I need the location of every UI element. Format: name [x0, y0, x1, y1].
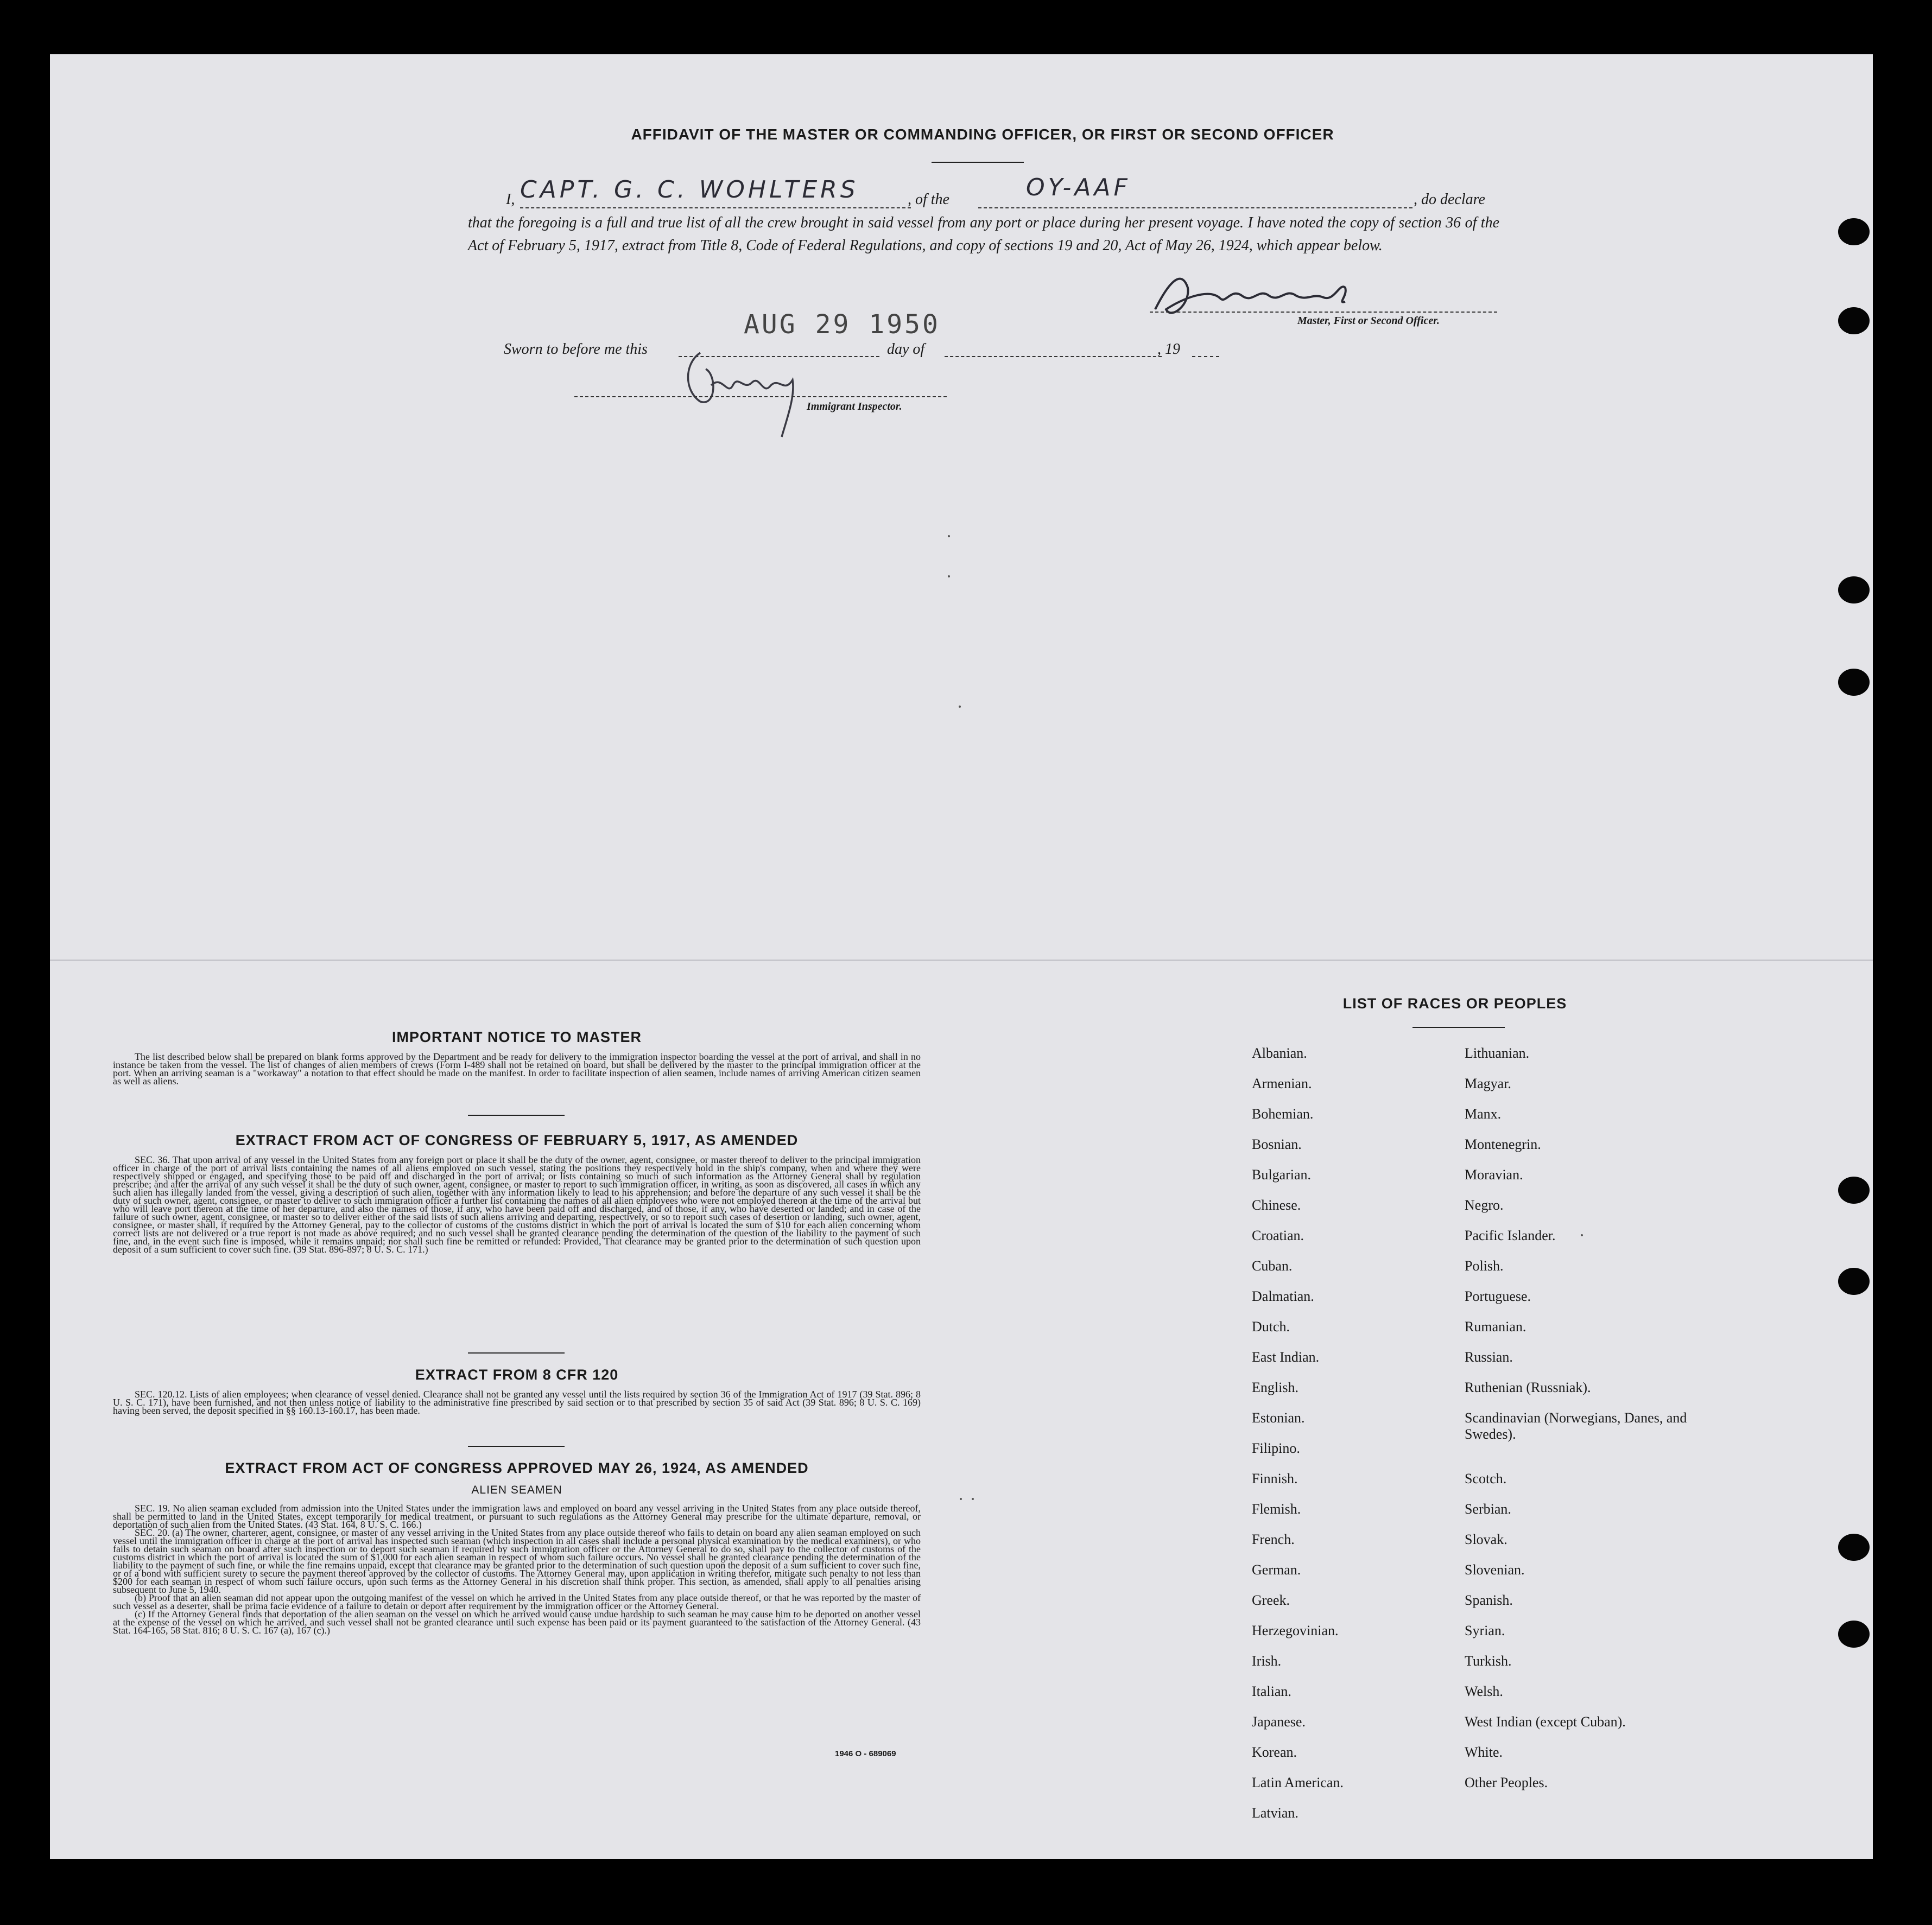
race-item: Dutch.	[1252, 1319, 1290, 1335]
stray-mark	[960, 1498, 962, 1500]
extract-1924-body	[113, 1504, 921, 1635]
extract-1917-title: EXTRACT FROM ACT OF CONGRESS OF FEBRUARY 5, 1917, AS AMENDED	[235, 1132, 799, 1148]
race-item: Irish.	[1252, 1653, 1282, 1669]
title-rule	[932, 162, 1024, 163]
race-item: Japanese.	[1252, 1714, 1306, 1730]
race-item: Flemish.	[1252, 1501, 1301, 1517]
sworn-label: Sworn to before me this	[504, 341, 648, 358]
race-item: Chinese.	[1252, 1197, 1301, 1213]
sec-20a-text: SEC. 20. (a) The owner, charterer, agent, consignee, or master of any vessel arriving in the United States from any place outside thereof who fails to detain on board any alien seaman employed on such vessel until the immigration officer in charge at the port of arrival has inspected such seaman (which inspection in all cases shall include a personal physical examination by the medical examiners), or who fails to detain such seaman on board after such inspection or to deport such seaman if required by such immigration officer or the Attorney General to do so, shall pay to the collector of customs of the customs district in which the port of arrival is located the sum of $1,000 for each alien seaman in respect of whom such failure occurs. No vessel shall be granted clearance pending the determination of the liability to the payment of such fine, or while the fine remains unpaid, except that clearance may be granted prior to the determination of such question upon the deposit of a sum sufficient to cover such fine, or of a bond with sufficient surety to secure the payment thereof approved by the collector of customs. The Attorney General may, upon application in writing therefor, mitigate such penalty to not less than $200 for each seaman in respect of whom such failure occurs, upon such terms as the Attorney General in his discretion shall think proper. This section, as amended, shall apply to all penalties arising subsequent to June 5, 1940.	[113, 1527, 921, 1595]
races-title: LIST OF RACES OR PEOPLES	[1342, 995, 1567, 1012]
race-item: Ruthenian (Russniak).	[1465, 1380, 1591, 1395]
master-signature-line	[1150, 312, 1497, 313]
vessel-name-line	[978, 207, 1412, 208]
vessel-name: OY-AAF	[1026, 174, 1131, 201]
race-item: Lithuanian.	[1465, 1045, 1530, 1061]
punch-hole	[1838, 307, 1870, 334]
race-item: Turkish.	[1465, 1653, 1512, 1669]
race-item: East Indian.	[1252, 1349, 1320, 1365]
race-item: Herzegovinian.	[1252, 1623, 1339, 1638]
notice-title: IMPORTANT NOTICE TO MASTER	[392, 1029, 642, 1045]
race-item: German.	[1252, 1562, 1301, 1578]
extract-1917-text: SEC. 36. That upon arrival of any vessel in the United States from any foreign port or place it shall be the duty of the owner, agent, consignee, or master thereof to deliver to the principal immigration officer in charge of the port of arrival lists containing the names of all aliens employed on such vessel, stating the positions they respectively hold in the ship's company, when and where they were respectively shipped or engaged, and specifying those to be paid off and discharged in the port of arrival; or lists containing so much of such information as the Attorney General shall by regulation prescribe; and after the arrival of any such vessel it shall be the duty of such owner, agent, consignee, or master to report to such immigration officer, in writing, as soon as discovered, all cases in which any such alien has illegally landed from the vessel, giving a description of such alien, together with any information likely to lead to his apprehension; and before the departure of any such vessel it shall be the duty of such owner, agent, consignee, or master to deliver to such immigration officer a further list containing the names of all alien employees who were not employed thereon at the time of the arrival but who will leave port thereon at the time of her departure, and also the names of those, if any, who have been paid off and discharged, and of those, if any, who have deserted or landed; and in case of the failure of such owner, agent, consignee, or master so to deliver either of the said lists of such aliens arriving and departing, respectively, or so to report such cases of desertion or landing, such owner, agent, consignee, or master shall, if required by the Attorney General, pay to the collector of customs of the customs district in which the port of arrival is located the sum of $10 for each alien concerning whom correct lists are not delivered or a true report is not made as above required; and no such vessel shall be granted clearance pending the determination of the question of the liability to the payment of such fine, and, in the event such fine is imposed, while it remains unpaid; nor shall such fine be remitted or refunded: Provided, That clearance may be granted prior to the determination of such question upon deposit of a sum sufficient to cover such fine. (39 Stat. 896-897; 8 U. S. C. 171.)	[113, 1154, 921, 1255]
affidavit-title: AFFIDAVIT OF THE MASTER OR COMMANDING OFFICER, OR FIRST OR SECOND OFFICER	[631, 126, 1334, 143]
race-item: Syrian.	[1465, 1623, 1505, 1638]
sworn-month-line	[945, 356, 1162, 357]
i-label: I,	[506, 191, 515, 208]
sec-19-text: SEC. 19. No alien seaman excluded from admission into the United States under the immigration laws and employed on board any vessel arriving in the United States from any place outside thereof, shall be permitted to land in the United States, except temporarily for medical treatment, or pursuant to such regulations as the Attorney General may prescribe for the ultimate departure, removal, or deportation of such alien from the United States. (43 Stat. 164, 8 U. S. C. 166.)	[113, 1503, 921, 1530]
race-item: Dalmatian.	[1252, 1288, 1314, 1304]
inspector-signature	[679, 342, 820, 445]
race-item: Spanish.	[1465, 1592, 1513, 1608]
race-item: Russian.	[1465, 1349, 1513, 1365]
declaration-text: that the foregoing is a full and true list of all the crew brought in said vessel from any port or place during her present voyage. I have noted the copy of section 36 of the Act of February 5, 1917, extract from Title 8, Code of Federal Regulations, and copy of sections 19 and 20, Act of May 26, 1924, which appear below.	[468, 214, 1499, 254]
race-item: Latvian.	[1252, 1805, 1298, 1821]
sec-20c-text: (c) If the Attorney General finds that deportation of the alien seaman on the vessel on which he arrived would cause undue hardship to such seaman he may cause him to be deported on another vessel at the expense of the vessel on which he arrived, and such vessel shall not be granted clearance until such expense has been paid or its payment guaranteed to the satisfaction of the Attorney General. (43 Stat. 164-165, 58 Stat. 816; 8 U. S. C. 167 (a), 167 (c).)	[113, 1609, 921, 1636]
officer-name: CAPT. G. C. WOHLTERS	[520, 176, 859, 204]
year-line	[1192, 356, 1219, 357]
race-item: Moravian.	[1465, 1167, 1523, 1183]
stray-mark	[1581, 1234, 1583, 1236]
inspector-caption: Immigrant Inspector.	[807, 401, 902, 412]
extract-1917-rule	[468, 1352, 565, 1354]
race-item: Armenian.	[1252, 1076, 1312, 1091]
master-signature-caption: Master, First or Second Officer.	[1297, 315, 1440, 327]
race-item: Bulgarian.	[1252, 1167, 1312, 1183]
stray-mark	[948, 535, 950, 537]
do-declare-label: , do declare	[1414, 191, 1485, 208]
race-item: Montenegrin.	[1465, 1136, 1541, 1152]
print-code: 1946 O - 689069	[835, 1749, 896, 1758]
punch-hole	[1838, 1534, 1870, 1561]
race-item: Estonian.	[1252, 1410, 1305, 1426]
notice-rule	[468, 1115, 565, 1116]
date-stamp: AUG 29 1950	[744, 309, 940, 340]
sec-20b-text: (b) Proof that an alien seaman did not appear upon the outgoing manifest of the vessel on which he arrived in the United States from any place outside thereof, or that he was reported by the master of such vessel as a deserter, shall be prima facie evidence of a failure to detain or deport after requirement by the immigration officer or the Attorney General.	[113, 1592, 921, 1611]
race-item: Pacific Islander.	[1465, 1228, 1556, 1243]
race-item: English.	[1252, 1380, 1298, 1395]
race-item: Negro.	[1465, 1197, 1504, 1213]
race-item: French.	[1252, 1532, 1295, 1547]
punch-hole	[1838, 1621, 1870, 1648]
race-item: Scandinavian (Norwegians, Danes, and Swedes).	[1465, 1410, 1687, 1442]
punch-hole	[1838, 1268, 1870, 1295]
stray-mark	[948, 575, 950, 577]
of-the-label: , of the	[908, 191, 949, 208]
race-item: Italian.	[1252, 1683, 1291, 1699]
notice-text: The list described below shall be prepared on blank forms approved by the Department and be ready for delivery to the immigration inspector boarding the vessel at the port of arrival, and shall in no instance be taken from the vessel. The list of changes of alien members of crews (Form I-489 shall not be retained on board, but shall be delivered by the master to the principal immigration officer at the port. When an arriving seaman is a "workaway" a notation to that effect should be made on the manifest. In order to facilitate inspection of alien seamen, include names of arriving American citizen seamen as well as aliens.	[113, 1051, 921, 1087]
year-prefix: , 19	[1157, 341, 1180, 358]
race-item: Slovenian.	[1465, 1562, 1525, 1578]
page-fold	[50, 960, 1873, 961]
extract-1924-title: EXTRACT FROM ACT OF CONGRESS APPROVED MAY 26, 1924, AS AMENDED	[225, 1460, 809, 1476]
inspector-signature-line	[574, 396, 947, 397]
race-item: Finnish.	[1252, 1471, 1298, 1486]
race-item: Greek.	[1252, 1592, 1290, 1608]
race-item: Welsh.	[1465, 1683, 1503, 1699]
stray-mark	[972, 1498, 974, 1500]
punch-hole	[1838, 1177, 1870, 1204]
stray-mark	[959, 706, 961, 708]
race-item: Slovak.	[1465, 1532, 1507, 1547]
race-item: Scotch.	[1465, 1471, 1507, 1486]
extract-1924-subtitle: ALIEN SEAMEN	[471, 1484, 562, 1496]
race-item: Serbian.	[1465, 1501, 1511, 1517]
punch-hole	[1838, 669, 1870, 696]
race-item: Other Peoples.	[1465, 1775, 1548, 1790]
races-rule	[1412, 1027, 1505, 1028]
officer-name-line	[520, 207, 911, 208]
punch-hole	[1838, 576, 1870, 603]
race-item: Albanian.	[1252, 1045, 1307, 1061]
extract-cfr-text: SEC. 120.12. Lists of alien employees; when clearance of vessel denied. Clearance shall not be granted any vessel until the lists required by section 36 of the Immigration Act of 1917 (39 Stat. 896; 8 U. S. C. 171), have been furnished, and not then unless notice of liability to the administrative fine prescribed by said section or to that prescribed by section 35 of said Act (39 Stat. 896; 8 U. S. C. 169) having been served, the deposit specified in §§ 160.13-160.17, has been made.	[113, 1389, 921, 1416]
day-of-label: day of	[887, 341, 925, 358]
race-item: Portuguese.	[1465, 1288, 1531, 1304]
extract-cfr-rule	[468, 1446, 565, 1447]
race-item: Manx.	[1465, 1106, 1502, 1122]
extract-cfr-title: EXTRACT FROM 8 CFR 120	[415, 1367, 619, 1383]
race-item: Cuban.	[1252, 1258, 1293, 1274]
race-item: Magyar.	[1465, 1076, 1511, 1091]
race-item: Bohemian.	[1252, 1106, 1314, 1122]
race-item: Korean.	[1252, 1744, 1297, 1760]
race-item: Rumanian.	[1465, 1319, 1526, 1335]
race-item: White.	[1465, 1744, 1503, 1760]
race-item: Latin American.	[1252, 1775, 1344, 1790]
race-item: Polish.	[1465, 1258, 1504, 1274]
race-item: Filipino.	[1252, 1440, 1300, 1456]
race-item: Croatian.	[1252, 1228, 1304, 1243]
race-item: West Indian (except Cuban).	[1465, 1714, 1626, 1730]
punch-hole	[1838, 218, 1870, 245]
race-item: Bosnian.	[1252, 1136, 1302, 1152]
